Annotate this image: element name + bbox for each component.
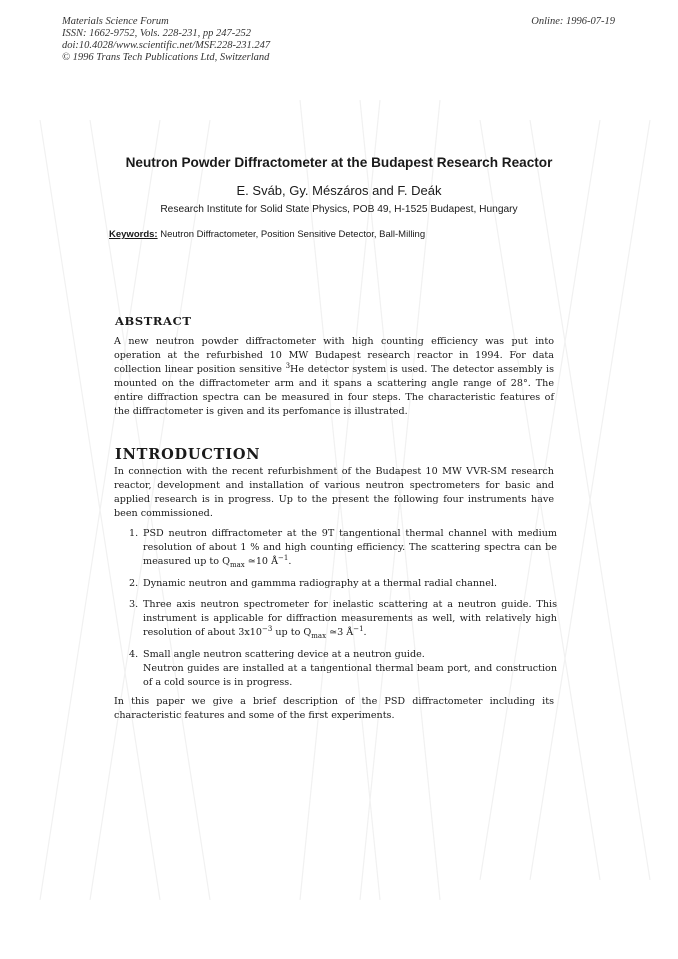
paper-title: Neutron Powder Diffractometer at the Budapest Research Reactor	[125, 155, 553, 170]
closing-paragraph: In this paper we give a brief description of the PSD diffractometer including its characteristic features and some of the first experiments.	[114, 696, 554, 722]
keywords	[109, 229, 425, 240]
authors: E. Sváb, Gy. Mészáros and F. Deák	[236, 183, 442, 198]
doi-line: doi:10.4028/www.scientific.net/MSF.228-231.247	[62, 40, 271, 51]
list-item: 3. Three axis neutron spectrometer for inelastic scattering at a neutron guide. This instrument is applicable for diffraction measurements as well, with relatively high resolution of about $3x10^{-3}$ up to $Q_{max}$ ≃3 $Å^{-1}$.	[129, 599, 557, 641]
publication-info	[62, 16, 270, 64]
keywords-list: Neutron Diffractometer, Position Sensitive Detector, Ball-Milling	[160, 229, 426, 240]
issn-line: ISSN: 1662-9752, Vols. 228-231, pp 247-252	[62, 28, 251, 39]
introduction-heading: INTRODUCTION	[115, 446, 261, 463]
list-item: 1. PSD neutron diffractometer at the 9T tangentional thermal channel with medium resolution of about 1 % and high counting efficiency. The scattering spectra can be measured up to $Q_{max}$ ≃10 $Å^{-1}$.	[129, 528, 557, 570]
abstract-heading: ABSTRACT	[115, 314, 192, 328]
online-date: Online: 1996-07-19	[531, 16, 615, 27]
list-item: 4. Small angle neutron scattering device at a neutron guide. Neutron guides are installed at a tangentional thermal beam port, and construction of a cold source is in progress.	[129, 649, 557, 689]
keywords-label: Keywords:	[109, 229, 158, 240]
abstract-text: A new neutron powder diffractometer with high counting efficiency was put into operation at the refurbished 10 MW Budapest research reactor in 1994. For data collection linear position sensitive $^3$He detector system is used. The detector assembly is mounted on the diffractometer arm and it spans a scattering angle range of 28°. The entire diffraction spectra can be measured in four steps. The characteristic features of the diffractometer is given and its perfomance is illustrated.	[114, 336, 555, 418]
copyright-line: © 1996 Trans Tech Publications Ltd, Switzerland	[62, 52, 270, 63]
journal-name: Materials Science Forum	[62, 16, 169, 27]
list-item: 2. Dynamic neutron and gammma radiography at a thermal radial channel.	[129, 578, 498, 589]
introduction-paragraph: In connection with the recent refurbishment of the Budapest 10 MW VVR-SM research reactor, development and installation of various neutron spectrometers for basic and applied research is in progress. Up to the present the following four instruments have been commissioned.	[114, 466, 554, 520]
affiliation: Research Institute for Solid State Physics, POB 49, H-1525 Budapest, Hungary	[160, 204, 518, 215]
